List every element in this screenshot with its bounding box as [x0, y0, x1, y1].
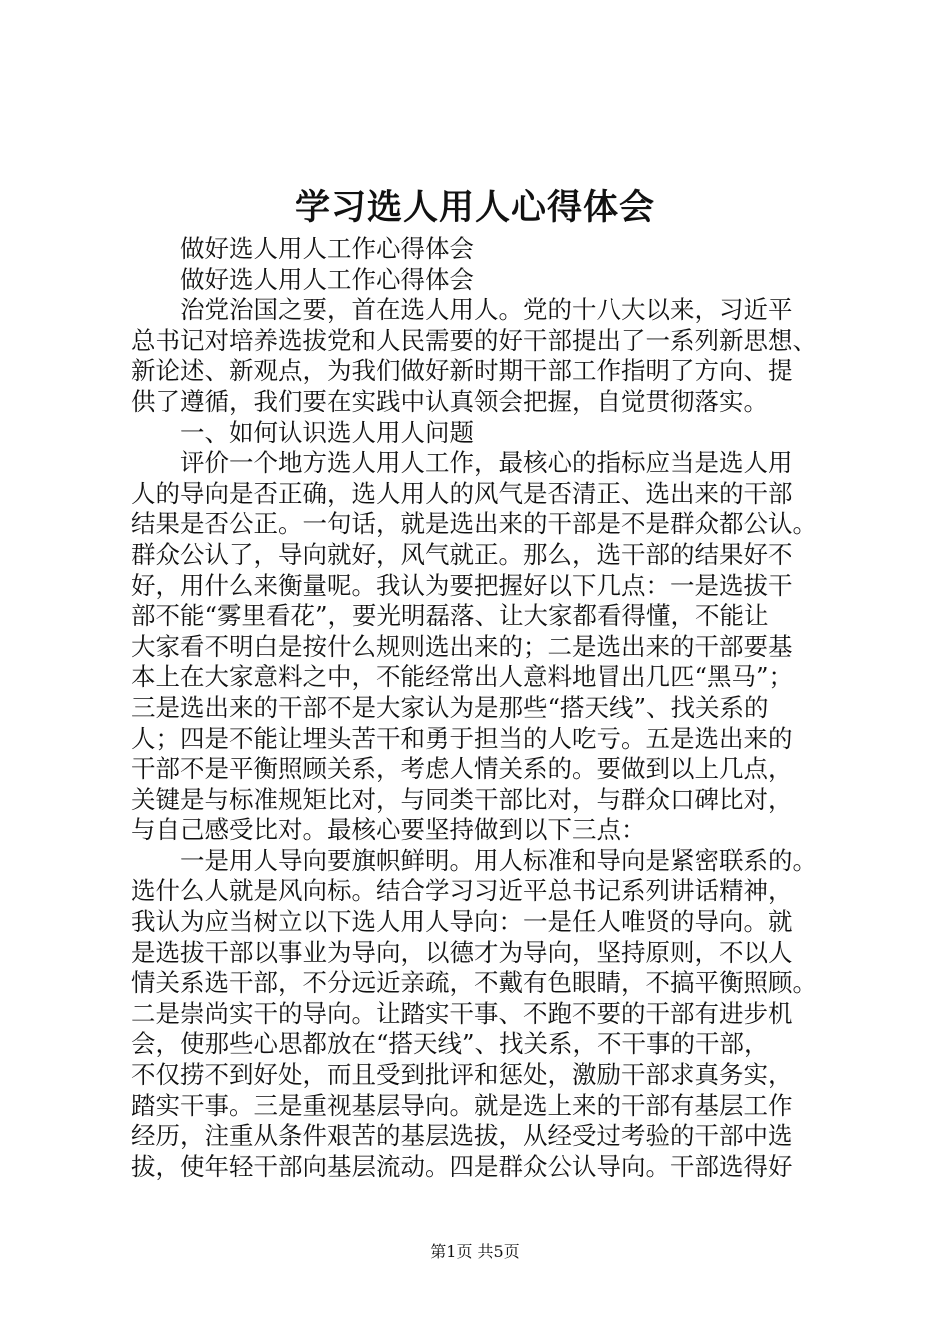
paragraph-line: 人的导向是否正确，选人用人的风气是否清正、选出来的干部 [131, 478, 793, 508]
paragraph-line: 治党治国之要，首在选人用人。党的十八大以来，习近平 [180, 295, 793, 325]
paragraph-line: 三是选出来的干部不是大家认为是那些“搭天线”、找关系的 [131, 692, 769, 722]
paragraph-line: 我认为应当树立以下选人用人导向：一是任人唯贤的导向。就 [131, 907, 793, 937]
paragraph-line: 总书记对培养选拔党和人民需要的好干部提出了一系列新思想、 [131, 325, 817, 355]
paragraph-line: 选什么人就是风向标。结合学习习近平总书记系列讲话精神， [131, 876, 793, 906]
paragraph-line: 供了遵循，我们要在实践中认真领会把握，自觉贯彻落实。 [131, 386, 768, 416]
paragraph-line: 结果是否公正。一句话，就是选出来的干部是不是群众都公认。 [131, 509, 817, 539]
paragraph-line: 评价一个地方选人用人工作，最核心的指标应当是选人用 [180, 448, 793, 478]
paragraph-line: 踏实干事。三是重视基层导向。就是选上来的干部有基层工作 [131, 1090, 793, 1120]
paragraph-line: 本上在大家意料之中，不能经常出人意料地冒出几匹“黑马”； [131, 662, 794, 692]
paragraph-line: 不仅捞不到好处，而且受到批评和惩处，激励干部求真务实， [131, 1060, 793, 1090]
paragraph-line: 与自己感受比对。最核心要坚持做到以下三点： [131, 815, 646, 845]
document-body [131, 234, 831, 1182]
paragraph-line: 是选拔干部以事业为导向，以德才为导向，坚持原则，不以人 [131, 937, 793, 967]
paragraph-line: 人；四是不能让埋头苦干和勇于担当的人吃亏。五是选出来的 [131, 723, 793, 753]
paragraph-line: 关键是与标准规矩比对，与同类干部比对，与群众口碑比对， [131, 784, 793, 814]
paragraph-line: 情关系选干部，不分远近亲疏，不戴有色眼睛，不搞平衡照顾。 [131, 968, 817, 998]
paragraph-line: 会，使那些心思都放在“搭天线”、找关系，不干事的干部， [131, 1029, 769, 1059]
paragraph-line: 经历，注重从条件艰苦的基层选拔，从经受过考验的干部中选 [131, 1121, 793, 1151]
paragraph-line: 部不能“雾里看花”，要光明磊落、让大家都看得懂，不能让 [131, 601, 769, 631]
paragraph-line: 拔，使年轻干部向基层流动。四是群众公认导向。干部选得好 [131, 1151, 793, 1181]
paragraph-line: 好，用什么来衡量呢。我认为要把握好以下几点：一是选拔干 [131, 570, 793, 600]
paragraph-line: 做好选人用人工作心得体会 [180, 264, 474, 294]
document-title: 学习选人用人心得体会 [294, 187, 655, 228]
paragraph-line: 一是用人导向要旗帜鲜明。用人标准和导向是紧密联系的。 [180, 845, 817, 875]
paragraph-line: 大家看不明白是按什么规则选出来的；二是选出来的干部要基 [131, 631, 793, 661]
paragraph-line: 干部不是平衡照顾关系，考虑人情关系的。要做到以上几点， [131, 754, 793, 784]
page-number-footer: 第1页 共5页 [430, 1242, 520, 1261]
paragraph-line: 群众公认了，导向就好，风气就正。那么，选干部的结果好不 [131, 539, 793, 569]
paragraph-line: 二是崇尚实干的导向。让踏实干事、不跑不要的干部有进步机 [131, 998, 793, 1028]
section-heading: 一、如何认识选人用人问题 [180, 417, 474, 447]
paragraph-line: 新论述、新观点，为我们做好新时期干部工作指明了方向、提 [131, 356, 793, 386]
paragraph-line: 做好选人用人工作心得体会 [180, 234, 474, 263]
